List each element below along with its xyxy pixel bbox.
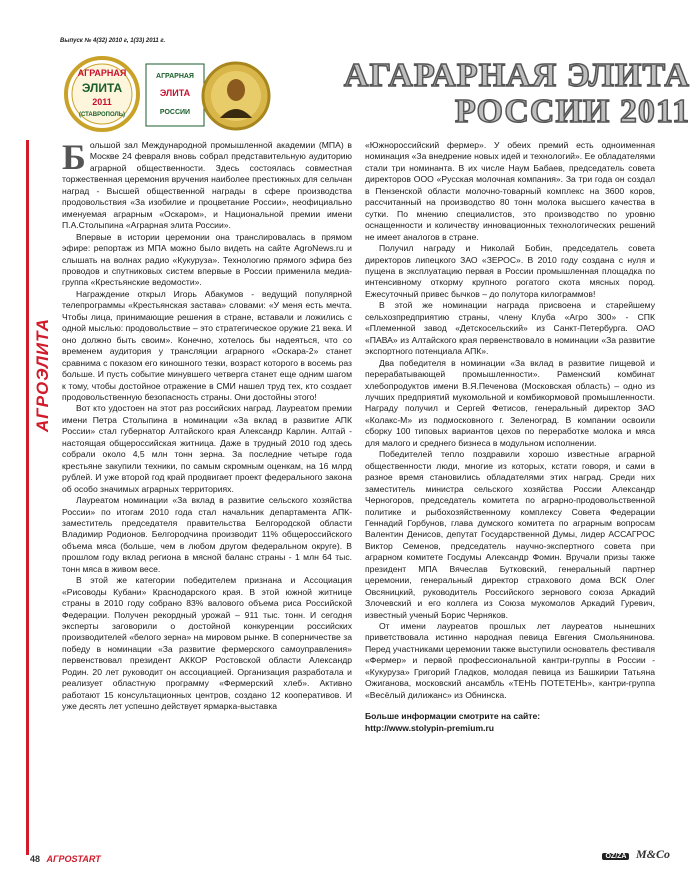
paragraph: В этой же номинации награда присвоена и старейшему сельхозпредприятию страны, члену Клуба «Агро 300» - СПК «Племенной завод «Детскосельский» из Санкт-Петербурга. ОАО «ПАВА» из Алтайского края первенствовало в номинации «За развитие экспортного потенциала АПК». [365, 300, 655, 357]
paragraph: В этой же категории победителем признана и Ассоциация «Рисоводы Кубани» Краснодарского края. В этой южной житнице страны в 2010 году собрано 83% валового объема риса Российской Федерации. Получен рекордный урожай – 911 тыс. тонн. И сегодня эксперты заговорили о достойной конкуренции российских производителей «белого зерна» на мировом рынке. В соперничестве за победу в номинации «За развитие фермерского самоуправления» первенствовал президент АККОР Ростовской области Александр Родин. 20 лет руководит он ассоциацией. Организация разработала и реализует областную программу «Фермерский хлеб». Активно работают 15 консультационных центров, создано 12 кооперативов. И уже десять лет успешно действует ярмарка-выставка [62, 575, 352, 712]
oz-za-logo: OZ/ZA [602, 853, 629, 860]
paragraph: Получил награду и Николай Бобин, председатель совета директоров липецкого ЗАО «ЗЕРОС». В 2010 году создана с нуля и пущена в эксплуатацию первая в России промышленная площадка по интенсивному откорму крупного рогатого скота мясных пород. Ежесуточный привес бычков – до полутора килограммов! [365, 243, 655, 299]
paragraph: Два победителя в номинации «За вклад в развитие пищевой и перерабатывающей промышленности». Раменский комбинат хлебопродуктов имени В.Я.Печенова (Московская область) – одно из лучших предприятий мукомольной и комбикормовой промышленности. Награду получил и Сергей Фетисов, генеральный директор ЗАО «Колакс-М» из подмосковного г. Зеленоград. В компании освоили сборку 100 типовых вариантов цехов по переработке молока и мяса для малого и среднего бизнеса в модульном исполнении. [365, 357, 655, 448]
paragraph: Впервые в истории церемонии она транслировалась в прямом эфире: репортаж из МПА можно было видеть на сайте AgroNews.ru и слышать на волнах радио «Кукуруза». Технологию прямого эфира без проводов и спутниковых систем впервые в России применила медиа-группа «Крестьянские ведомости». [62, 231, 352, 288]
gold-medal-portrait [203, 63, 269, 129]
emblem1-top: АГРАРНАЯ [77, 68, 127, 78]
issue-line: Выпуск № 4(32) 2010 г, 1(33) 2011 г. [60, 38, 166, 44]
m-and-co-logo: M&Co [635, 847, 670, 861]
brand-name: АГРОSTART [46, 854, 101, 864]
paragraph: Победителей тепло поздравили хорошо известные аграрной общественности люди, многие из которых, кстати говоря, и сами в разное время становились обладателями этих наград. Среди них заместитель министра сельского хозяйства России Александр Черногоров, председатель комитета по аграрно-продовольственной политике и рыбохозяйственному комплексу Совета Федерации Геннадий Горбунов, глава думского комитета по аграрным вопросам Валентин Денисов, депутат Государственной Думы, лидер АССАГРОС Виктор Семенов, председатель научно-экспертного совета при аграрном комитете Госдумы Александр Фомин. Вручали призы также президент МПА Вячеслав Бутковский, генеральный партнер церемонии, генеральный директор страхового дома ВСК Олег Овсяницкий, руководитель Российского зернового союза Аркадий Злочевский и его коллега из Союза мукомолов Аркадий Гуревич, известный ученый Борис Черняков. [365, 449, 655, 620]
paragraph: Вот кто удостоен на этот раз российских наград. Лауреатом премии имени Петра Столыпина в номинации «За вклад в развитие АПК России» стал губернатор Алтайского края Александр Карлин. Алтай - настоящая общероссийская житница. Даже в трудный 2010 год здесь собрали около 4,5 млн тонн зерна. За последние четыре года крестьяне закупили техники, по самым скромным оценкам, на 16 млрд рублей. И уже второй год край продвигает проект федерального закона об особо значимых аграрных территориях. [62, 403, 352, 494]
emblem2-mid: ЭЛИТА [159, 88, 191, 98]
paragraph: Лауреатом номинации «За вклад в развитие сельского хозяйства России» по итогам 2010 года стал начальник департамента АПК-заместитель председателя правительства Белгородской области Владимир Родионов. Белгородчина производит 11% общероссийского объема мяса (больше, чем в любом другом федеральном округе). В прошлом году вклад региона в мясной баланс страны - 1 млн 64 тыс. тонн мяса в живом весе. [62, 495, 352, 574]
emblem1-year: 2011 [92, 97, 112, 107]
sidebar-bar [26, 140, 29, 855]
page-number: 48 [30, 854, 41, 864]
award-logos [62, 52, 272, 142]
paragraph: «Южнороссийский фермер». У обеих премий есть одноименная номинация «За внедрение новых идей и технологий». Ее обладателями стали три номинанта. В их числе Наум Бабаев, председатель совета директоров ООО «Русская молочная компания». За три года он создал в Пензенской области молочно-товарный комплекс на 3600 коров, рассчитанный на производство 80 тонн молока высшего качества в сутки. По мнению специалистов, это производство по уровню оснащенности и количеству инновационных технологических решений не имеет аналогов в стране. [365, 140, 655, 242]
column-right [365, 140, 655, 734]
footer-logos [602, 847, 670, 862]
article-body [62, 137, 674, 840]
agrarian-elite-emblem [66, 58, 138, 130]
section-label: АГРОЭЛИТА [33, 318, 52, 432]
emblem2-bottom: РОССИИ [159, 109, 191, 116]
stolypin-prize-emblem [146, 64, 204, 126]
emblem1-sub: (СТАВРОПОЛЬ) [78, 112, 126, 118]
website-link[interactable]: http://www.stolypin-premium.ru [365, 722, 495, 733]
page-title [280, 58, 690, 130]
paragraph: Награждение открыл Игорь Абакумов - ведущий популярной телепрограммы «Крестьянская застава» словами: «У меня есть мечта. Чтобы лица, принимающие решения в стране, вставали и ложились с одной мыслью: продовольствие – это стратегическое оружие 21 века. И оно должно быть своим». Конечно, хотелось бы надеяться, что со временем аудитория у трансляции аграрного «Оскара-2» станет сравнима с показом его киношного тезки, возраст которого в восемь раз больше. И пусть событие минувшего четверга станет еще одним шагом к тому, чтобы достойное отражение в СМИ нашел труд тех, кто создает продовольственную безопасность страны. Они достойны этого! [62, 288, 352, 402]
column-left [62, 137, 352, 713]
title-line-2: РОССИИ 2011 [454, 93, 690, 130]
title-line-1: АГАРАРНАЯ ЭЛИТА [343, 57, 690, 94]
paragraph: От имени лауреатов прошлых лет лауреатов нынешних приветствовала истинно народная певица Евгения Смольянинова. Перед участниками церемонии также выступили основатель фестиваля «Фермер» и первой профессиональной кантри-группы в России - «Кукуруза» Григорий Гладков, молодая певица из Башкирии Татьяна Ожиганова, московский ансамбль «ТЕНЬ ПОТЕТЕНЬ», кантри-группа «Весёлый дилижанс» из Обнинска. [365, 621, 655, 700]
paragraph: Большой зал Международной промышленной академии (МПА) в Москве 24 февраля вновь собрал представительную аудиторию аграрной общественности. Здесь состоялась совместная торжественная церемония вручения наиболее престижных для сельчан наград - Высшей общественной награды в сфере производства продовольствия «За изобилие и процветание России», неофициально именуемая аграрным «Оскаром», и Национальной премии имени П.А.Столыпина «Аграрная элита России». [62, 137, 352, 231]
emblem2-top: АГРАРНАЯ [156, 73, 194, 80]
drop-cap: Б [62, 137, 86, 177]
more-info-text: Больше информации смотрите на сайте: [365, 711, 541, 722]
emblem1-mid: ЭЛИТА [81, 81, 123, 95]
footer [30, 854, 101, 864]
